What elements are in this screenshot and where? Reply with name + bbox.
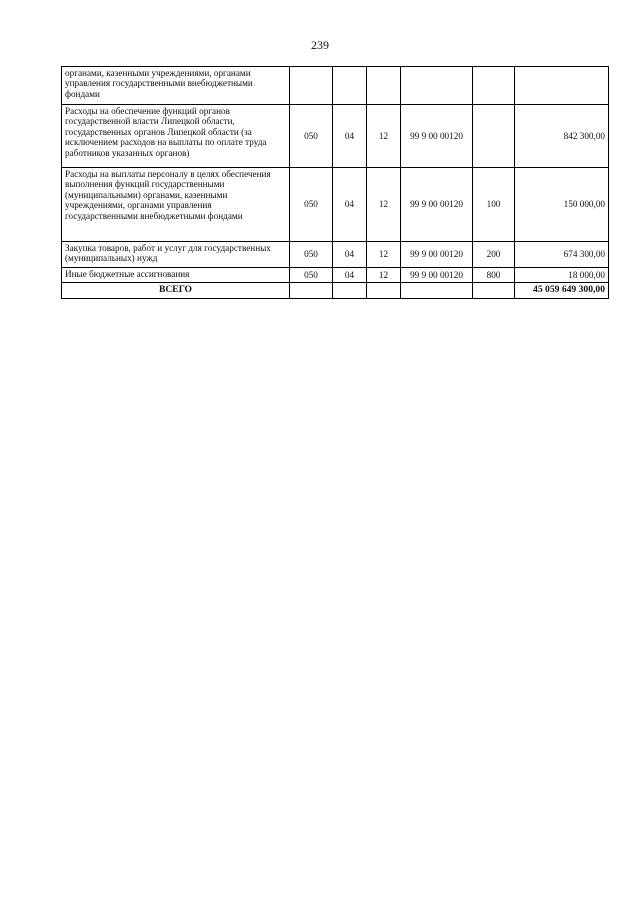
total-empty-cell [290, 283, 333, 299]
row-name: Закупка товаров, работ и услуг для государственных (муниципальных) нужд [62, 242, 290, 268]
row-ved: 050 [290, 268, 333, 283]
table-row [62, 67, 609, 105]
total-label: ВСЕГО [62, 283, 290, 299]
row-expense-type: 200 [473, 242, 515, 268]
row-sum: 150 000,00 [515, 168, 609, 242]
row-ved: 050 [290, 105, 333, 168]
row-expense-type [473, 67, 515, 105]
row-sum: 18 000,00 [515, 268, 609, 283]
row-sum: 842 300,00 [515, 105, 609, 168]
row-subsection: 12 [367, 168, 401, 242]
row-ved: 050 [290, 168, 333, 242]
row-expense-type: 100 [473, 168, 515, 242]
total-empty-cell [401, 283, 473, 299]
row-subsection: 12 [367, 242, 401, 268]
row-target-article: 99 9 00 00120 [401, 268, 473, 283]
row-subsection: 12 [367, 268, 401, 283]
row-section: 04 [333, 268, 367, 283]
row-ved [290, 67, 333, 105]
row-target-article: 99 9 00 00120 [401, 168, 473, 242]
row-section: 04 [333, 168, 367, 242]
row-section: 04 [333, 105, 367, 168]
row-subsection: 12 [367, 105, 401, 168]
row-name: Иные бюджетные ассигнования [62, 268, 290, 283]
row-section [333, 67, 367, 105]
total-empty-cell [367, 283, 401, 299]
row-name: органами, казенными учреждениями, органами управления государственными внебюджетными фондами [62, 67, 290, 105]
total-empty-cell [333, 283, 367, 299]
row-target-article: 99 9 00 00120 [401, 242, 473, 268]
total-empty-cell [473, 283, 515, 299]
total-row [62, 283, 609, 299]
row-target-article [401, 67, 473, 105]
row-target-article: 99 9 00 00120 [401, 105, 473, 168]
table-row [62, 268, 609, 283]
row-sum: 674 300,00 [515, 242, 609, 268]
row-name: Расходы на обеспечение функций органов государственной власти Липецкой области, государственных органов Липецкой области (за исключением расходов на выплаты по оплате труда работников указанных органов) [62, 105, 290, 168]
budget-table [61, 66, 609, 299]
table-row [62, 242, 609, 268]
row-subsection [367, 67, 401, 105]
table-row [62, 168, 609, 242]
page-number: 239 [311, 38, 329, 52]
row-ved: 050 [290, 242, 333, 268]
row-section: 04 [333, 242, 367, 268]
row-name: Расходы на выплаты персоналу в целях обеспечения выполнения функций государственными (муниципальными) органами, казенными учреждениями, органами управления государственными внебюджетными фондами [62, 168, 290, 242]
table-row [62, 105, 609, 168]
row-expense-type: 800 [473, 268, 515, 283]
row-sum [515, 67, 609, 105]
total-sum: 45 059 649 300,00 [515, 283, 609, 299]
row-expense-type [473, 105, 515, 168]
